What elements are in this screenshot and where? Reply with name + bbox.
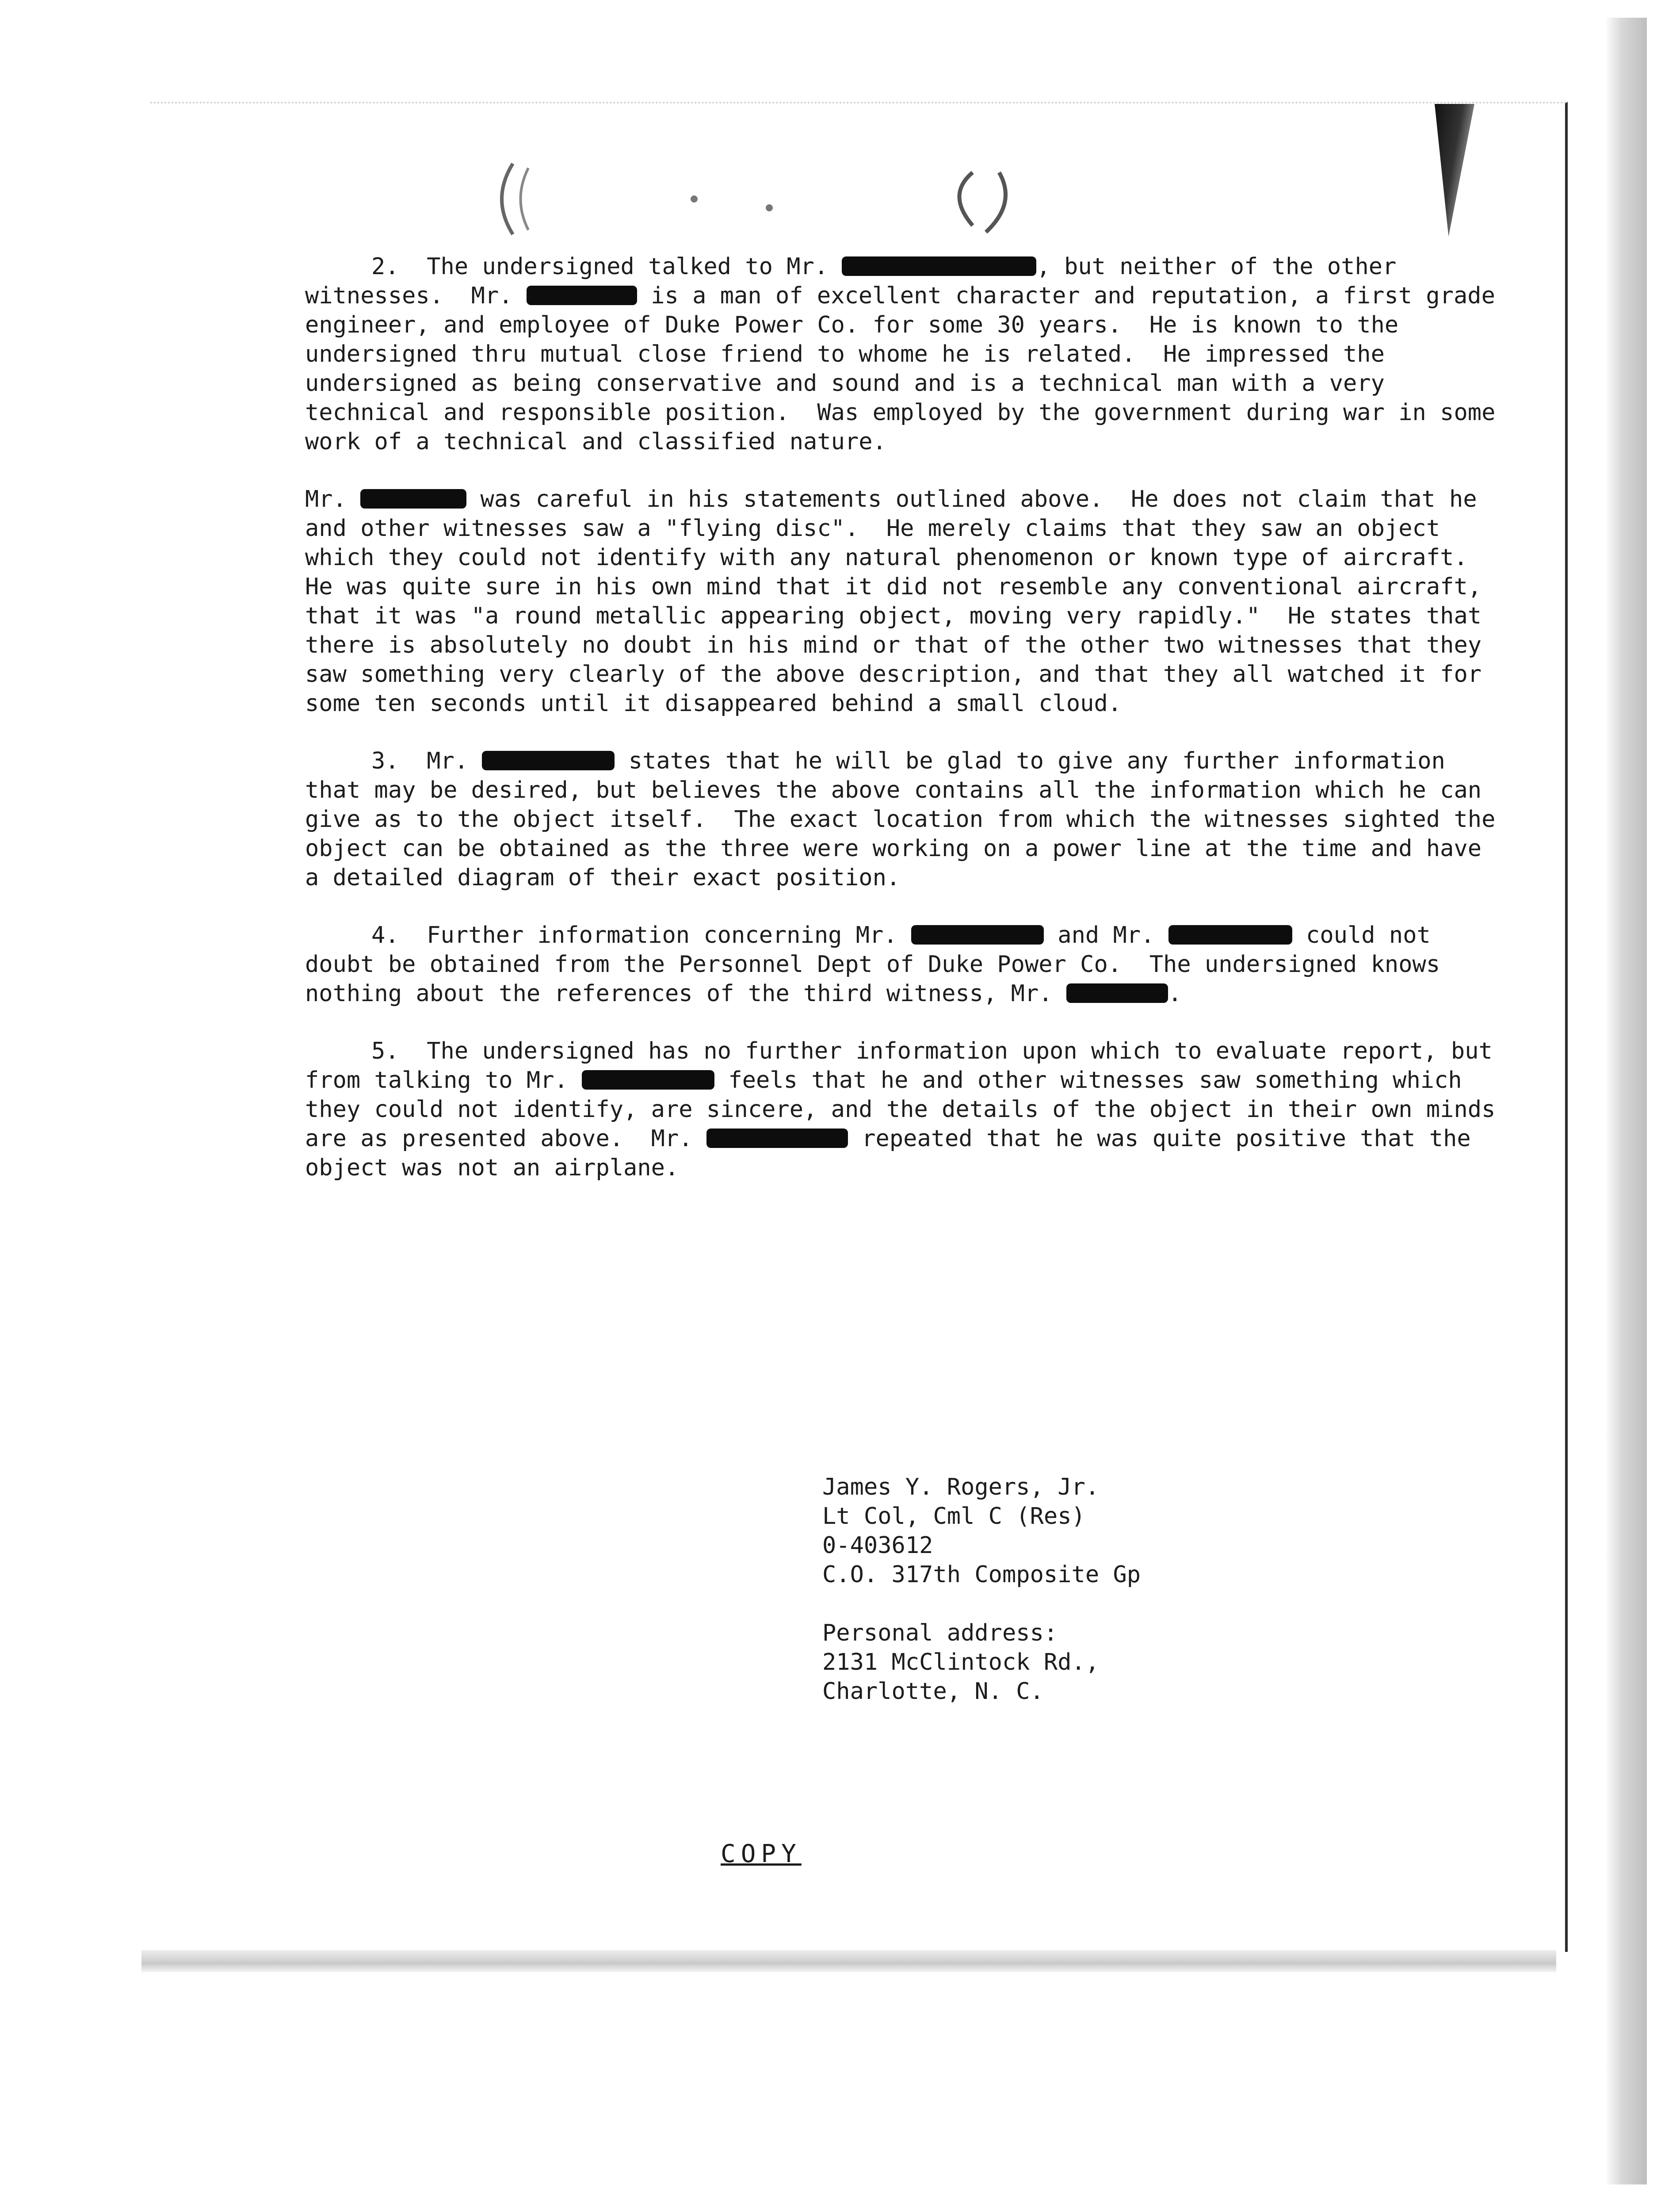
paragraph-text: . (1168, 980, 1182, 1007)
address-label: Personal address: (822, 1620, 1058, 1646)
paragraph-p3 (305, 746, 1509, 892)
paragraph-text: , but neither of the other witnesses. Mr. (305, 253, 1410, 309)
paragraph-p2b (305, 485, 1499, 718)
signer-rank: Lt Col, Cml C (Res) (822, 1503, 1085, 1530)
redaction-bar (360, 489, 466, 509)
paragraph-text: repeated that he was quite positive that the object was not an airplane. (305, 1125, 1485, 1181)
address-line-1: 2131 McClintock Rd., (822, 1649, 1100, 1675)
punch-hole-marks (486, 155, 1061, 256)
redaction-bar (1168, 925, 1292, 945)
redaction-bar (1066, 983, 1168, 1003)
paragraph-text: was careful in his statements outlined above. He does not claim that he and other witnesses saw a "flying disc". He merely claims that they saw an object which they could not identify with any natural phenomenon or known type of aircraft. He was quite sure in his own mind that it did not resemble any conventional aircraft, that it was "a round metallic appearing object, moving very rapidly." He states that there is absolutely no doubt in his mind or that of the other two witnesses that they saw something very clearly of the above description, and that they all watched it for some ten seconds until it disappeared behind a small cloud. (305, 486, 1496, 717)
redaction-bar (706, 1128, 848, 1148)
paragraph-text: is a man of excellent character and reputation, a first grade engineer, and employee of Duke Power Co. for some 30 years. He is known to the undersigned thru mutual close friend to whome he is related. He impressed the undersigned as being conservative and sound and is a technical man with a very technical and responsible position. Was employed by the government during war in some work of a technical and classified nature. (305, 283, 1509, 455)
redaction-bar (582, 1070, 714, 1090)
signer-serial: 0-403612 (822, 1532, 933, 1559)
paragraph-text: Mr. (305, 486, 361, 513)
paragraph-text: states that he will be glad to give any further information that may be desired, but believes the above contains all the information which he can give as to the object itself. The exact location from which the witnesses sighted the object can be obtained as the three were working on a power line at the time and have a detailed diagram of their exact position. (305, 748, 1509, 891)
paragraph-text: could not doubt be obtained from the Personnel Dept of Duke Power Co. The undersigned knows nothing about the references of the third witness, Mr. (305, 922, 1454, 1007)
paragraph-text: 5. The undersigned has no further information upon which to evaluate report, but from talking to Mr. (305, 1038, 1507, 1094)
paragraph-p4 (305, 921, 1499, 1008)
scan-edge-shadow (1605, 18, 1647, 2184)
signer-unit: C.O. 317th Composite Gp (822, 1561, 1141, 1588)
paragraph-text: 3. Mr. (371, 748, 482, 774)
redaction-bar (842, 256, 1036, 276)
paragraph-text: feels that he and other witnesses saw something which they could not identify, are sincere, and the details of the object in their own minds are as presented above. Mr. (305, 1067, 1509, 1152)
scan-bottom-shadow (141, 1950, 1556, 1972)
binder-clip-marks-icon (486, 155, 1061, 243)
redaction-bar (911, 925, 1044, 945)
address-line-2: Charlotte, N. C. (822, 1678, 1044, 1705)
redaction-bar (527, 286, 637, 305)
paragraph-p5 (305, 1037, 1509, 1182)
paragraph-text: 2. The undersigned talked to Mr. (371, 253, 842, 280)
copy-stamp: COPY (721, 1840, 802, 1868)
paragraph-p2 (305, 252, 1509, 456)
paragraph-text: and Mr. (1043, 922, 1168, 949)
letter-body (305, 252, 1509, 1211)
paragraph-text: 4. Further information concerning Mr. (371, 922, 911, 949)
signer-name: James Y. Rogers, Jr. (822, 1474, 1100, 1500)
redaction-bar (482, 751, 615, 770)
signature-block (822, 1473, 1141, 1706)
